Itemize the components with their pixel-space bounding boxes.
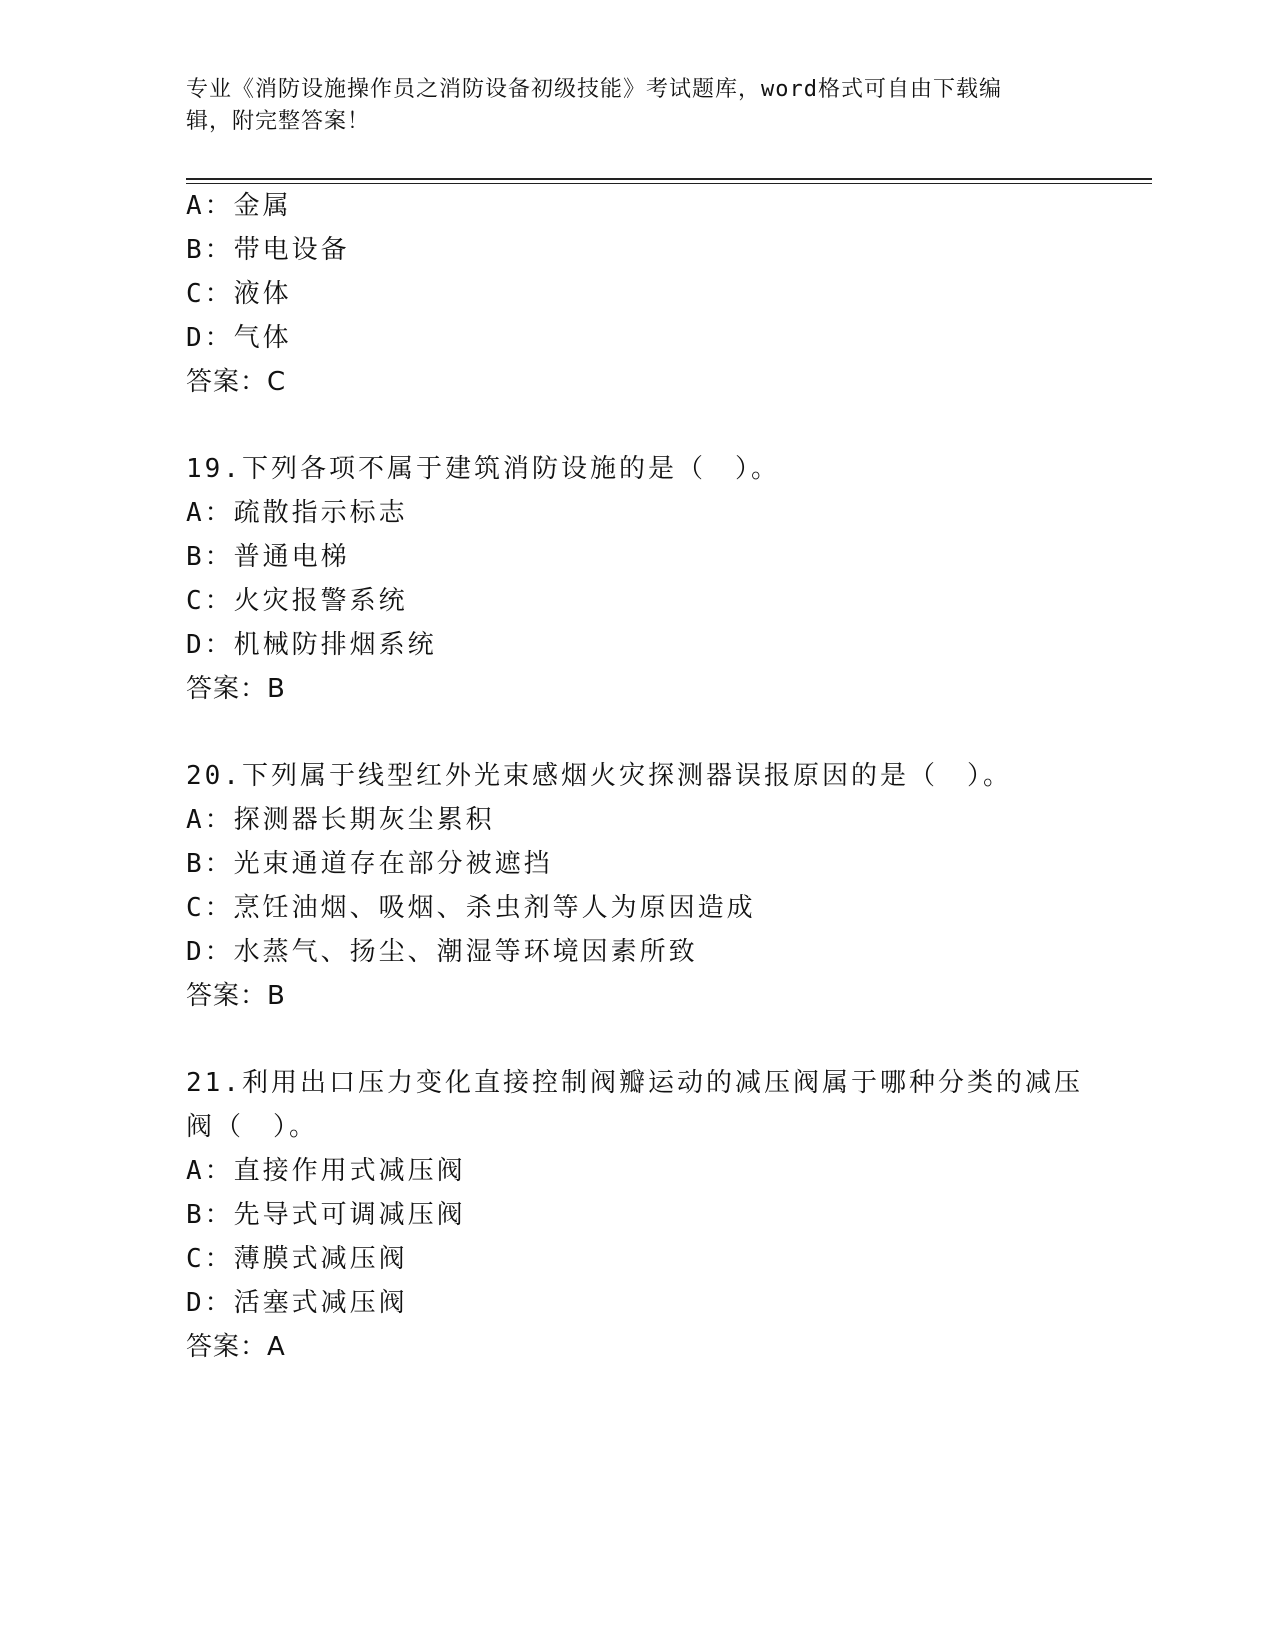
q21-question-line-1: 21.利用出口压力变化直接控制阀瓣运动的减压阀属于哪种分类的减压: [186, 1068, 1083, 1098]
q18-option-b: B：带电设备: [186, 235, 350, 265]
header-divider-thin: [186, 183, 1152, 184]
q18-option-d: D：气体: [186, 323, 292, 353]
q20-answer: 答案：B: [186, 981, 286, 1011]
q20-option-d: D：水蒸气、扬尘、潮湿等环境因素所致: [186, 937, 698, 967]
q19-option-a: A：疏散指示标志: [186, 498, 408, 528]
q19-option-b: B：普通电梯: [186, 542, 350, 572]
q21-option-b: B：先导式可调减压阀: [186, 1200, 466, 1230]
q20-option-b: B：光束通道存在部分被遮挡: [186, 849, 553, 879]
header-line-2: 辑，附完整答案！: [186, 109, 371, 134]
q21-question-line-2: 阀（ ）。: [186, 1112, 319, 1142]
q20-option-c: C：烹饪油烟、吸烟、杀虫剂等人为原因造成: [186, 893, 756, 923]
q21-answer: 答案：A: [186, 1332, 286, 1362]
q18-option-a: A：金属: [186, 191, 292, 221]
q21-option-a: A：直接作用式减压阀: [186, 1156, 466, 1186]
q18-option-c: C：液体: [186, 279, 292, 309]
header-divider-thick: [186, 178, 1152, 180]
q20-question: 20.下列属于线型红外光束感烟火灾探测器误报原因的是（ ）。: [186, 761, 1012, 791]
q18-answer: 答案：C: [186, 367, 287, 397]
q19-answer: 答案：B: [186, 674, 286, 704]
q19-option-c: C：火灾报警系统: [186, 586, 408, 616]
q21-option-d: D：活塞式减压阀: [186, 1288, 408, 1318]
q20-option-a: A：探测器长期灰尘累积: [186, 805, 495, 835]
header-line-1: 专业《消防设施操作员之消防设备初级技能》考试题库，word格式可自由下载编: [186, 77, 1002, 102]
q19-question: 19.下列各项不属于建筑消防设施的是（ ）。: [186, 454, 780, 484]
q19-option-d: D：机械防排烟系统: [186, 630, 437, 660]
q21-option-c: C：薄膜式减压阀: [186, 1244, 408, 1274]
document-header: [186, 74, 1066, 138]
